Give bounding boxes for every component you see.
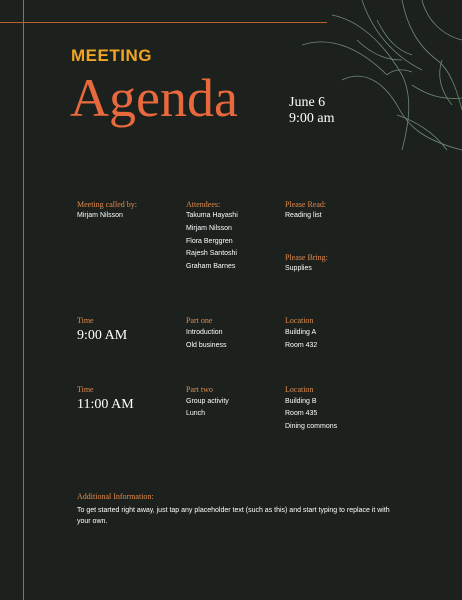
additional-info-text: To get started right away, just tap any placeholder text (such as this) and start typing to replace it with your own. <box>77 507 390 525</box>
called-by-value: Mirjam Nilsson <box>77 212 123 219</box>
attendee-item: Mirjam Nilsson <box>186 225 232 232</box>
session-item: Group activity <box>186 398 229 405</box>
attendees-label: Attendees: <box>186 200 221 209</box>
session-item: Lunch <box>186 410 206 417</box>
page-title: Agenda <box>70 68 238 128</box>
session-location-item: Dining commons <box>285 423 338 430</box>
session-location-item: Building B <box>285 398 317 405</box>
session-location-label: Location <box>285 316 314 325</box>
session-location-item: Room 435 <box>285 410 318 417</box>
meeting-date <box>289 95 335 127</box>
date-text: June 6 <box>289 95 326 110</box>
additional-info-label: Additional Information: <box>77 492 154 501</box>
document-eyebrow: MEETING <box>71 46 152 65</box>
attendee-item: Flora Berggren <box>186 238 233 245</box>
frame-line-vertical <box>23 0 24 600</box>
session-time: 9:00 AM <box>77 328 128 343</box>
session-time-label: Time <box>77 316 94 325</box>
session-time-label: Time <box>77 385 94 394</box>
session-item: Introduction <box>186 329 223 336</box>
session-location-item: Building A <box>285 329 317 336</box>
please-bring-value: Supplies <box>285 265 312 272</box>
please-read-label: Please Read: <box>285 200 327 209</box>
session-part-label: Part two <box>186 385 213 394</box>
please-read-value: Reading list <box>285 212 322 219</box>
please-bring-label: Please Bring: <box>285 253 328 262</box>
called-by-label: Meeting called by: <box>77 200 137 209</box>
session-location-label: Location <box>285 385 314 394</box>
frame-line-horizontal <box>0 22 327 23</box>
session-part-label: Part one <box>186 316 213 325</box>
attendee-item: Takuma Hayashi <box>186 212 238 219</box>
time-text: 9:00 am <box>289 111 335 126</box>
session-item: Old business <box>186 342 227 349</box>
attendee-item: Rajesh Santoshi <box>186 250 237 257</box>
flower-line-art-icon <box>302 0 462 160</box>
session-location-item: Room 432 <box>285 342 318 349</box>
session-time: 11:00 AM <box>77 397 134 412</box>
attendee-item: Graham Barnes <box>186 263 236 270</box>
